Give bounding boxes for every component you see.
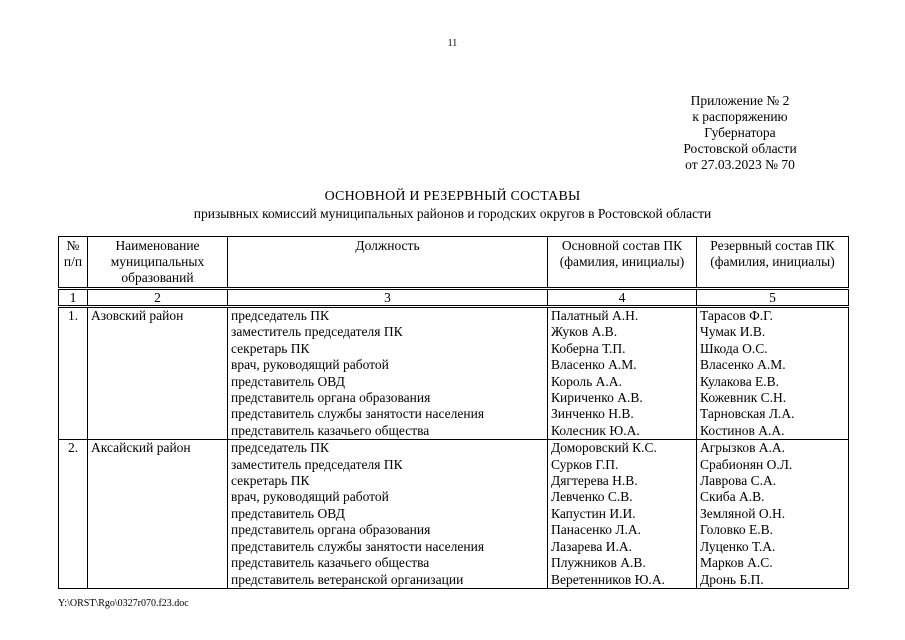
- main-staff-name: Колесник Ю.А.: [551, 422, 640, 438]
- document-title: ОСНОВНОЙ И РЕЗЕРВНЫЙ СОСТАВЫ: [324, 189, 581, 204]
- reserve-staff-name: Кулакова Е.В.: [700, 373, 780, 389]
- position-item: представитель ветеранской организации: [231, 571, 464, 587]
- reserve-staff-list: [697, 307, 849, 440]
- main-staff-name: Левченко С.В.: [551, 489, 633, 505]
- main-staff-list: [548, 440, 697, 589]
- main-staff-name: Плужников А.В.: [551, 555, 646, 571]
- position-item: секретарь ПК: [231, 473, 310, 489]
- main-staff-name: Доморовский К.С.: [551, 440, 657, 456]
- page-number: 11: [447, 38, 458, 49]
- reserve-staff-name: Головко Е.В.: [700, 522, 774, 538]
- reserve-staff-name: Власенко А.М.: [700, 357, 786, 373]
- column-number: 4: [548, 289, 697, 307]
- position-item: председатель ПК: [231, 308, 330, 323]
- header-name: Наименование муниципальных образований: [88, 237, 228, 289]
- main-staff-name: Сурков Г.П.: [551, 456, 619, 472]
- main-staff-name: Власенко А.М.: [551, 357, 637, 373]
- position-item: представитель органа образования: [231, 522, 431, 538]
- column-number: 3: [228, 289, 548, 307]
- header-position: Должность: [228, 237, 548, 289]
- reserve-staff-name: Скиба А.В.: [700, 489, 765, 505]
- main-staff-name: Палатный А.Н.: [551, 308, 639, 323]
- main-staff-name: Веретенников Ю.А.: [551, 571, 666, 587]
- reserve-staff-list: [697, 440, 849, 589]
- position-list: [228, 440, 548, 589]
- reserve-staff-name: Дронь Б.П.: [700, 571, 764, 587]
- column-number: 5: [697, 289, 849, 307]
- main-staff-name: Жуков А.В.: [551, 324, 618, 340]
- position-item: заместитель председателя ПК: [231, 324, 403, 340]
- appendix-block: [660, 93, 820, 173]
- table-row: [59, 440, 849, 589]
- main-staff-name: Коберна Т.П.: [551, 340, 626, 356]
- table-header-row: [59, 237, 849, 289]
- position-item: представитель ОВД: [231, 373, 345, 389]
- main-staff-list: [548, 307, 697, 440]
- column-number: 2: [88, 289, 228, 307]
- reserve-staff-name: Марков А.С.: [700, 555, 773, 571]
- commission-table: [58, 236, 849, 589]
- main-staff-name: Панасенко Л.А.: [551, 522, 641, 538]
- position-item: представитель службы занятости населения: [231, 406, 485, 422]
- main-staff-name: Зинченко Н.В.: [551, 406, 634, 422]
- appendix-line: к распоряжению: [692, 109, 788, 124]
- reserve-staff-name: Агрызков А.А.: [700, 440, 786, 456]
- position-item: заместитель председателя ПК: [231, 456, 403, 472]
- position-item: представитель ОВД: [231, 505, 345, 521]
- main-staff-name: Лазарева И.А.: [551, 538, 633, 554]
- reserve-staff-name: Луценко Т.А.: [700, 538, 776, 554]
- position-item: представитель службы занятости населения: [231, 538, 485, 554]
- position-list: [228, 307, 548, 440]
- main-staff-name: Капустин И.И.: [551, 505, 636, 521]
- appendix-line: от 27.03.2023 № 70: [685, 157, 795, 172]
- position-item: представитель казачьего общества: [231, 555, 430, 571]
- reserve-staff-name: Чумак И.В.: [700, 324, 766, 340]
- municipality-name: Аксайский район: [88, 440, 228, 589]
- reserve-staff-name: Кожевник С.Н.: [700, 390, 787, 406]
- reserve-staff-name: Тарновская Л.А.: [700, 406, 795, 422]
- position-item: врач, руководящий работой: [231, 489, 389, 505]
- column-number: 1: [59, 289, 88, 307]
- column-number-row: [59, 289, 849, 307]
- position-item: представитель казачьего общества: [231, 422, 430, 438]
- row-number: 2.: [59, 440, 88, 589]
- appendix-line: Губернатора: [704, 125, 776, 140]
- file-path-footer: Y:\ORST\Rgo\0327r070.f23.doc: [58, 598, 189, 609]
- row-number: 1.: [59, 307, 88, 440]
- appendix-line: Приложение № 2: [690, 93, 790, 108]
- position-item: представитель органа образования: [231, 390, 431, 406]
- position-item: секретарь ПК: [231, 340, 310, 356]
- main-staff-name: Король А.А.: [551, 373, 622, 389]
- reserve-staff-name: Срабионян О.Л.: [700, 456, 793, 472]
- position-item: председатель ПК: [231, 440, 330, 456]
- main-staff-name: Кириченко А.В.: [551, 390, 643, 406]
- reserve-staff-name: Тарасов Ф.Г.: [700, 308, 773, 323]
- table-row: [59, 307, 849, 440]
- municipality-name: Азовский район: [88, 307, 228, 440]
- main-staff-name: Дягтерева Н.В.: [551, 473, 638, 489]
- reserve-staff-name: Шкода О.С.: [700, 340, 768, 356]
- appendix-line: Ростовской области: [683, 141, 797, 156]
- header-num: № п/п: [59, 237, 88, 289]
- header-main-staff: Основной состав ПК (фамилия, инициалы): [548, 237, 697, 289]
- position-item: врач, руководящий работой: [231, 357, 389, 373]
- reserve-staff-name: Костинов А.А.: [700, 422, 785, 438]
- header-reserve-staff: Резервный состав ПК (фамилия, инициалы): [697, 237, 849, 289]
- reserve-staff-name: Лаврова С.А.: [700, 473, 777, 489]
- reserve-staff-name: Земляной О.Н.: [700, 505, 786, 521]
- document-subtitle: призывных комиссий муниципальных районов и городских округов в Ростовской области: [193, 206, 712, 221]
